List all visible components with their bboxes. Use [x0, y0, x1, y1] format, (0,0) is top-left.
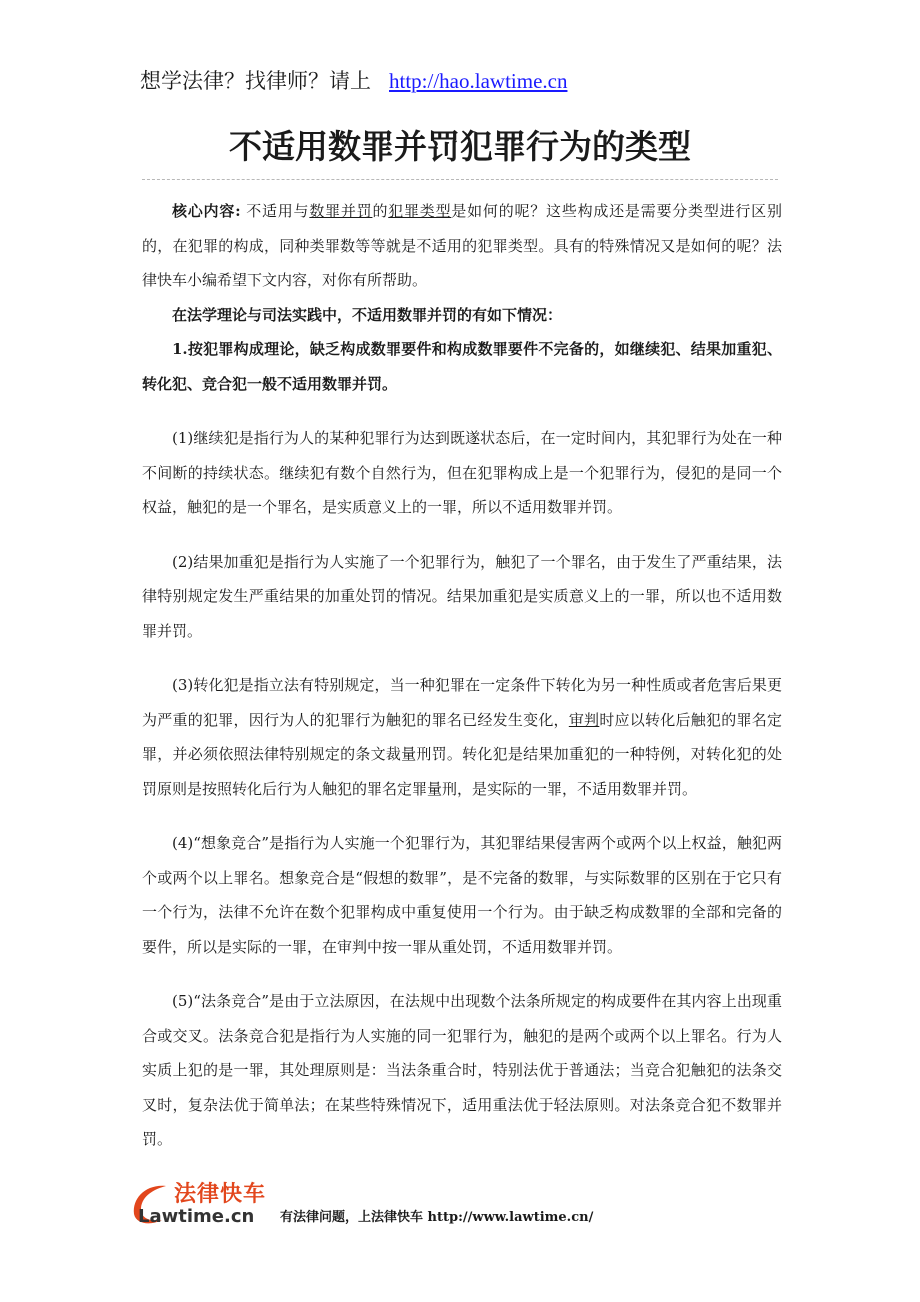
paragraph-imaginative-concurrence: (4)“想象竞合”是指行为人实施一个犯罪行为，其犯罪结果侵害两个或两个以上权益，触犯两个或两个以上罪名。想象竞合是“假想的数罪”，是不完备的数罪，与实际数罪的区别在于它只有一个行为，法律不允许在数个犯罪构成中重复使用一个行为。由于缺乏构成数罪的全部和完备的要件，所以是实际的一罪，在审判中按一罪从重处罚，不适用数罪并罚。 [142, 834, 782, 956]
footer-slogan[interactable]: 有法律问题，上法律快车 http://www.lawtime.cn/ [280, 1210, 594, 1225]
point-1: 1.按犯罪构成理论，缺乏构成数罪要件和构成数罪要件不完备的，如继续犯、结果加重犯、转化犯、竞合犯一般不适用数罪并罚。 [142, 340, 782, 393]
logo-english-text: Lawtime.cn [138, 1206, 255, 1227]
header-prompt: 想学法律？找律师？请上 [140, 69, 371, 93]
document-body [142, 194, 782, 1157]
page-footer [128, 1176, 788, 1236]
para3-text-2: 时应以转化后触犯的罪名定罪，并必须依照法律特别规定的条文裁量刑罚。转化犯是结果加重犯的一种特例，对转化犯的处罚原则是按照转化后行为人触犯的罪名定罪量刑，是实际的一罪，不适用数罪并罚。 [142, 710, 782, 798]
intro-paragraph: 在法学理论与司法实践中，不适用数罪并罚的有如下情况： [172, 305, 563, 324]
summary-label: 核心内容: [172, 202, 241, 220]
paragraph-aggravated-result: (2)结果加重犯是指行为人实施了一个犯罪行为，触犯了一个罪名，由于发生了严重结果，法律特别规定发生严重结果的加重处罚的情况。结果加重犯是实质意义上的一罪，所以也不适用数罪并罚。 [142, 552, 782, 640]
summary-text-1: 不适用与 [240, 202, 310, 220]
lawtime-logo [128, 1180, 278, 1228]
logo-chinese-text: 法律快车 [174, 1182, 267, 1207]
link-fanzui-leixing[interactable]: 犯罪类型 [388, 202, 452, 220]
paragraph-transformed-crime [142, 668, 782, 806]
paragraph-statute-concurrence: (5)“法条竞合”是由于立法原因，在法规中出现数个法条所规定的构成要件在其内容上出现重合或交叉。法条竞合犯是指行为人实施的同一犯罪行为，触犯的是两个或两个以上罪名。行为人实质上犯的是一罪，其处理原则是：当法条重合时，特别法优于普通法；当竞合犯触犯的法条交叉时，复杂法优于简单法；在某些特殊情况下，适用重法优于轻法原则。对法条竞合犯不数罪并罚。 [142, 992, 782, 1148]
header-link[interactable]: http://hao.lawtime.cn [389, 69, 568, 93]
link-shuzui-bingfa[interactable]: 数罪并罚 [309, 202, 373, 220]
title-divider [142, 179, 778, 180]
paragraph-continuing-crime: (1)继续犯是指行为人的某种犯罪行为达到既遂状态后，在一定时间内，其犯罪行为处在一种不间断的持续状态。继续犯有数个自然行为，但在犯罪构成上是一个犯罪行为，侵犯的是同一个权益，触犯的是一个罪名，是实质意义上的一罪，所以不适用数罪并罚。 [142, 429, 782, 516]
page-header [140, 66, 567, 96]
summary-text-2: 的 [372, 202, 389, 220]
document-title: 不适用数罪并罚犯罪行为的类型 [229, 127, 691, 166]
summary-text-3: 是如何的呢？这些构成还是需要分类型进行区别的，在犯罪的构成，同种类罪数等等就是不适用的犯罪类型。具有的特殊情况又是如何的呢？法律快车小编希望下文内容，对你有所帮助。 [142, 202, 782, 289]
para3-text-1: (3)转化犯是指立法有特别规定，当一种犯罪在一定条件下转化为另一种性质或者危害后果更为严重的犯罪，因行为人的犯罪行为触犯的罪名已经发生变化， [142, 676, 782, 729]
summary-paragraph [142, 194, 782, 298]
link-shenpan[interactable]: 审判 [568, 710, 600, 729]
